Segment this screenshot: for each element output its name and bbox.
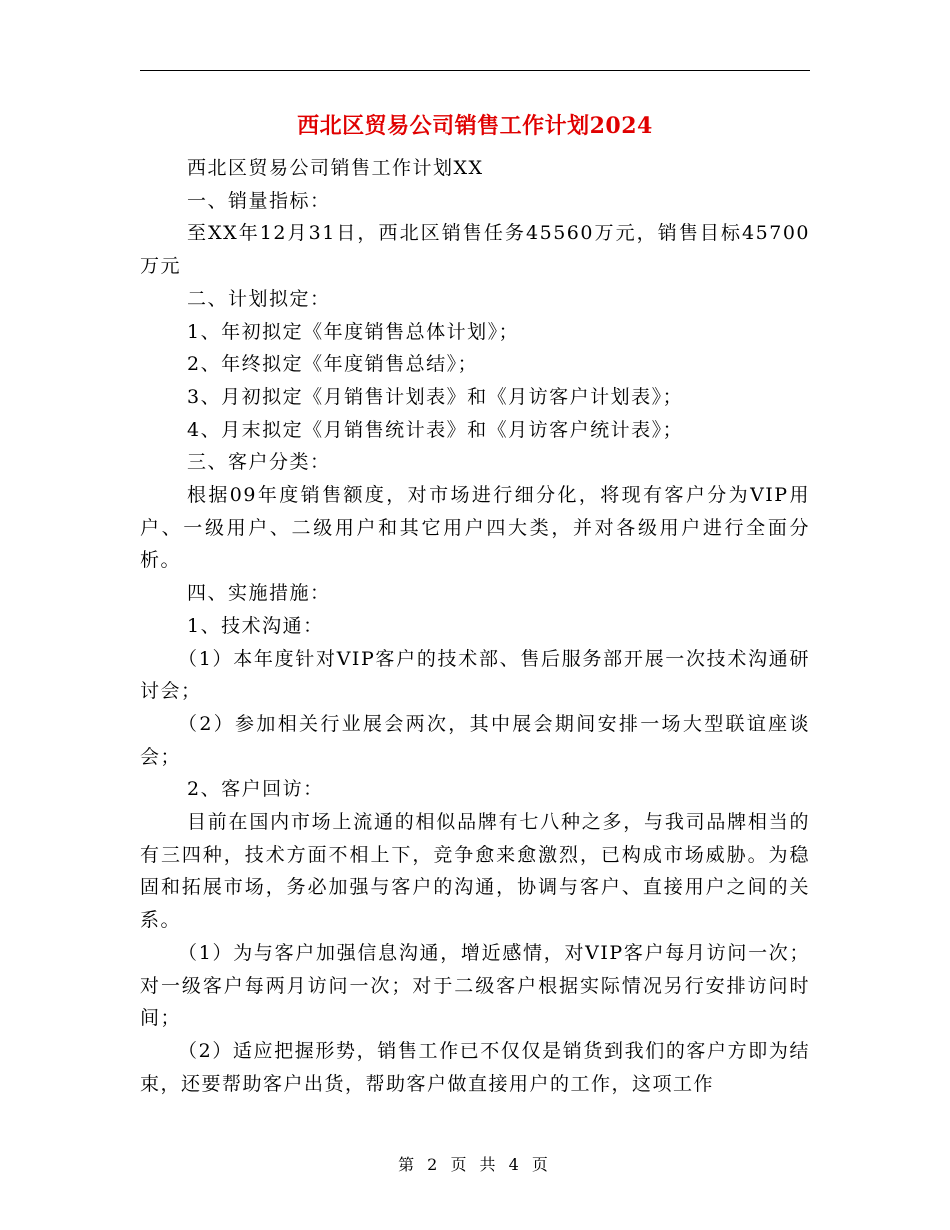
section-heading: 一、销量指标： (187, 189, 331, 212)
paragraph: 西北区贸易公司销售工作计划XX (187, 157, 484, 179)
list-item: 2、客户回访： (187, 778, 324, 801)
paragraph: 目前在国内市场上流通的相似品牌有七八种之多，与我司品牌相当的有三四种，技术方面不相上下，竞争愈来愈激烈，已构成市场威胁。为稳固和拓展市场，务必加强与客户的沟通，协调与客户、直接用户之间的关系。 (140, 811, 810, 932)
sub-list-item: （1）为与客户加强信息沟通，增近感情，对VIP客户每月访问一次；对一级客户每两月访问一次；对于二级客户根据实际情况另行安排访问时间； (140, 941, 810, 1030)
header-rule (140, 70, 810, 71)
list-item: 1、年初拟定《年度销售总体计划》； (187, 320, 520, 343)
section-heading: 四、实施措施： (187, 582, 331, 605)
list-item: 3、月初拟定《月销售计划表》和《月访客户计划表》； (187, 385, 684, 408)
sub-list-item: （1）本年度针对VIP客户的技术部、售后服务部开展一次技术沟通研讨会； (140, 647, 810, 703)
list-item: 1、技术沟通： (187, 614, 324, 637)
paragraph: 根据09年度销售额度，对市场进行细分化，将现有客户分为VIP用户、一级用户、二级用户和其它用户四大类，并对各级用户进行全面分析。 (140, 484, 810, 572)
document-title: 西北区贸易公司销售工作计划2024 (297, 113, 653, 139)
sub-list-item: （2）参加相关行业展会两次，其中展会期间安排一场大型联谊座谈会； (140, 712, 810, 768)
section-heading: 二、计划拟定： (187, 287, 331, 310)
document-body (140, 152, 810, 1100)
page-number: 第 2 页 共 4 页 (398, 1155, 552, 1174)
section-heading: 三、客户分类： (187, 451, 331, 474)
list-item: 2、年终拟定《年度销售总结》； (187, 353, 479, 376)
paragraph: 至XX年12月31日，西北区销售任务45560万元，销售目标45700万元 (140, 222, 810, 278)
list-item: 4、月末拟定《月销售统计表》和《月访客户统计表》； (187, 418, 684, 441)
sub-list-item: （2）适应把握形势，销售工作已不仅仅是销货到我们的客户方即为结束，还要帮助客户出货，帮助客户做直接用户的工作，这项工作 (140, 1039, 810, 1095)
